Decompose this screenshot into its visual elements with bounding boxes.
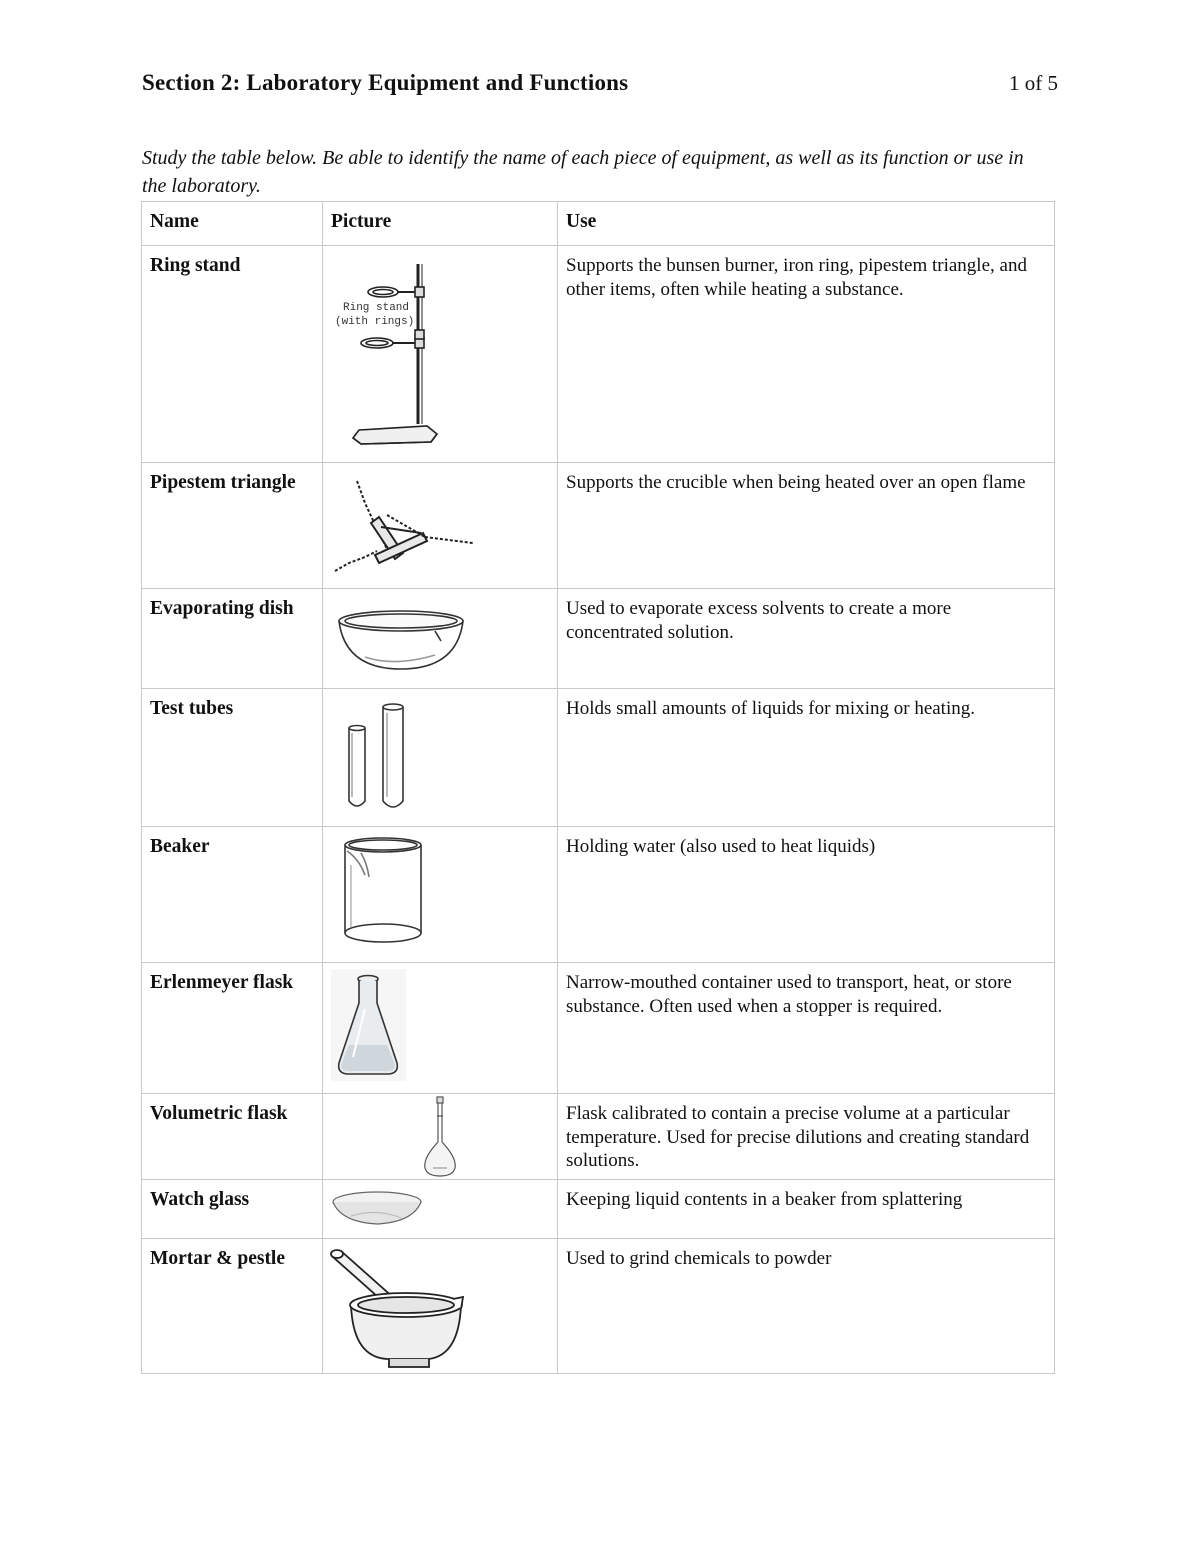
equipment-name: Evaporating dish: [150, 598, 294, 619]
table-row: [142, 1180, 1055, 1239]
watch-glass-icon: [331, 1188, 426, 1230]
table-row: [142, 963, 1055, 1094]
page-number: 1 of 5: [1009, 71, 1058, 95]
equipment-use: Used to grind chemicals to powder: [566, 1248, 832, 1269]
equipment-use: Supports the crucible when being heated over an open flame: [566, 472, 1026, 493]
equipment-name: Beaker: [150, 836, 210, 857]
column-header-use: Use: [566, 211, 597, 232]
ring-stand-caption-line1: Ring stand: [343, 302, 410, 314]
equipment-name: Pipestem triangle: [150, 472, 296, 493]
equipment-use: Supports the bunsen burner, iron ring, pipestem triangle, and other items, often while heating a substance.: [566, 255, 1027, 300]
table-row: [142, 463, 1055, 589]
equipment-use: Narrow-mouthed container used to transport, heat, or store substance. Often used when a stopper is required.: [566, 972, 1012, 1017]
table-row: [142, 246, 1055, 463]
table-row: [142, 1239, 1055, 1374]
table-row: [142, 827, 1055, 963]
equipment-use: Flask calibrated to contain a precise volume at a particular temperature. Used for precise dilutions and creating standard solutions.: [566, 1103, 1030, 1171]
equipment-use: Holds small amounts of liquids for mixing or heating.: [566, 698, 975, 719]
erlenmeyer-flask-icon: [331, 969, 406, 1084]
equipment-name: Mortar & pestle: [150, 1248, 286, 1269]
section-title: Section 2: Laboratory Equipment and Functions: [142, 70, 629, 95]
beaker-icon: [337, 835, 437, 950]
equipment-name: Watch glass: [150, 1189, 250, 1210]
table-row: [142, 689, 1055, 827]
mortar-pestle-icon: [329, 1247, 469, 1372]
equipment-name: Erlenmeyer flask: [150, 972, 294, 993]
ring-stand-caption-line2: (with rings): [335, 316, 415, 328]
instructions-text: Study the table below. Be able to identify the name of each piece of equipment, as well as its function or use in the laboratory.: [142, 147, 1024, 197]
pipestem-triangle-icon: [331, 473, 476, 578]
equipment-name: Ring stand: [150, 255, 241, 276]
column-header-name: Name: [150, 211, 199, 232]
equipment-name: Test tubes: [150, 698, 234, 719]
test-tubes-icon: [341, 701, 431, 816]
table-row: [142, 1094, 1055, 1180]
equipment-name: Volumetric flask: [150, 1103, 288, 1124]
table-row: [142, 589, 1055, 689]
page-header: [142, 70, 1058, 104]
equipment-use: Keeping liquid contents in a beaker from splattering: [566, 1189, 963, 1210]
ring-stand-icon: [331, 258, 441, 448]
equipment-use: Holding water (also used to heat liquids): [566, 836, 876, 857]
equipment-use: Used to evaporate excess solvents to create a more concentrated solution.: [566, 598, 952, 643]
equipment-table: [141, 201, 1055, 1374]
column-header-picture: Picture: [331, 211, 392, 232]
evaporating-dish-icon: [335, 607, 470, 677]
table-header-row: [142, 202, 1055, 246]
volumetric-flask-icon: [421, 1096, 461, 1178]
